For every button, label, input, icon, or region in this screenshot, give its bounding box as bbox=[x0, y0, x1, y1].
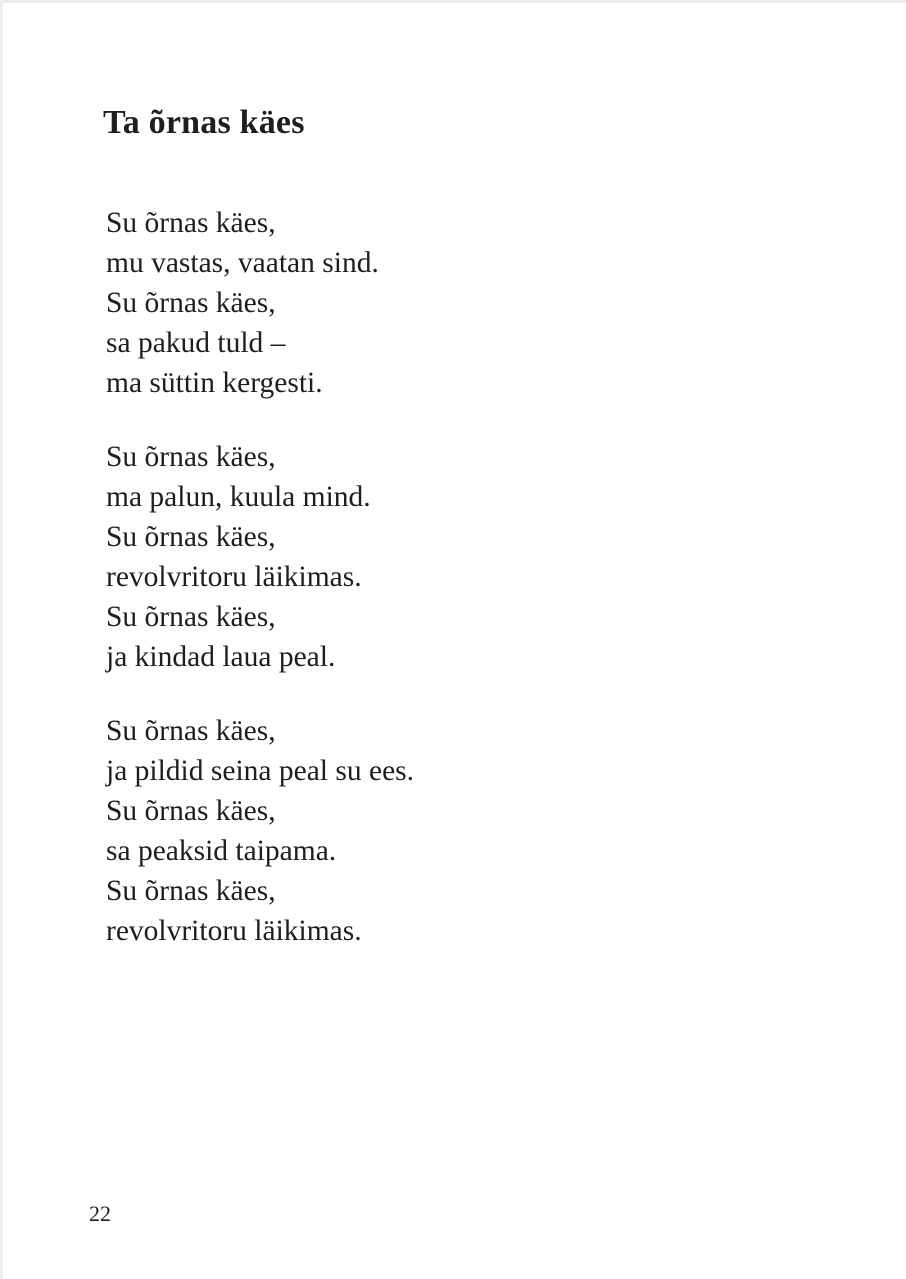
poem-body bbox=[106, 203, 706, 985]
poem-line: Su õrnas käes, bbox=[106, 441, 276, 473]
stanza-3 bbox=[106, 711, 706, 951]
poem-line: revolvritoru läikimas. bbox=[106, 915, 362, 947]
poem-line: ja kindad laua peal. bbox=[106, 641, 336, 673]
poem-line: sa peaksid taipama. bbox=[106, 835, 337, 867]
poem-line: ma süttin kergesti. bbox=[106, 367, 323, 399]
poem-line: mu vastas, vaatan sind. bbox=[106, 247, 379, 279]
page-number: 22 bbox=[89, 1201, 111, 1226]
poem-line: Su õrnas käes, bbox=[106, 287, 276, 319]
poem-line: sa pakud tuld – bbox=[106, 327, 286, 359]
stanza-2 bbox=[106, 437, 706, 677]
stanza-1 bbox=[106, 203, 706, 403]
poem-line: Su õrnas käes, bbox=[106, 875, 276, 907]
poem-title: Ta õrnas käes bbox=[103, 104, 305, 141]
poem-line: Su õrnas käes, bbox=[106, 207, 276, 239]
poem-line: ja pildid seina peal su ees. bbox=[106, 755, 415, 787]
poem-line: ma palun, kuula mind. bbox=[106, 481, 371, 513]
poem-line: Su õrnas käes, bbox=[106, 715, 276, 747]
poem-line: revolvritoru läikimas. bbox=[106, 561, 362, 593]
poem-line: Su õrnas käes, bbox=[106, 601, 276, 633]
poem-line: Su õrnas käes, bbox=[106, 521, 276, 553]
poem-line: Su õrnas käes, bbox=[106, 795, 276, 827]
